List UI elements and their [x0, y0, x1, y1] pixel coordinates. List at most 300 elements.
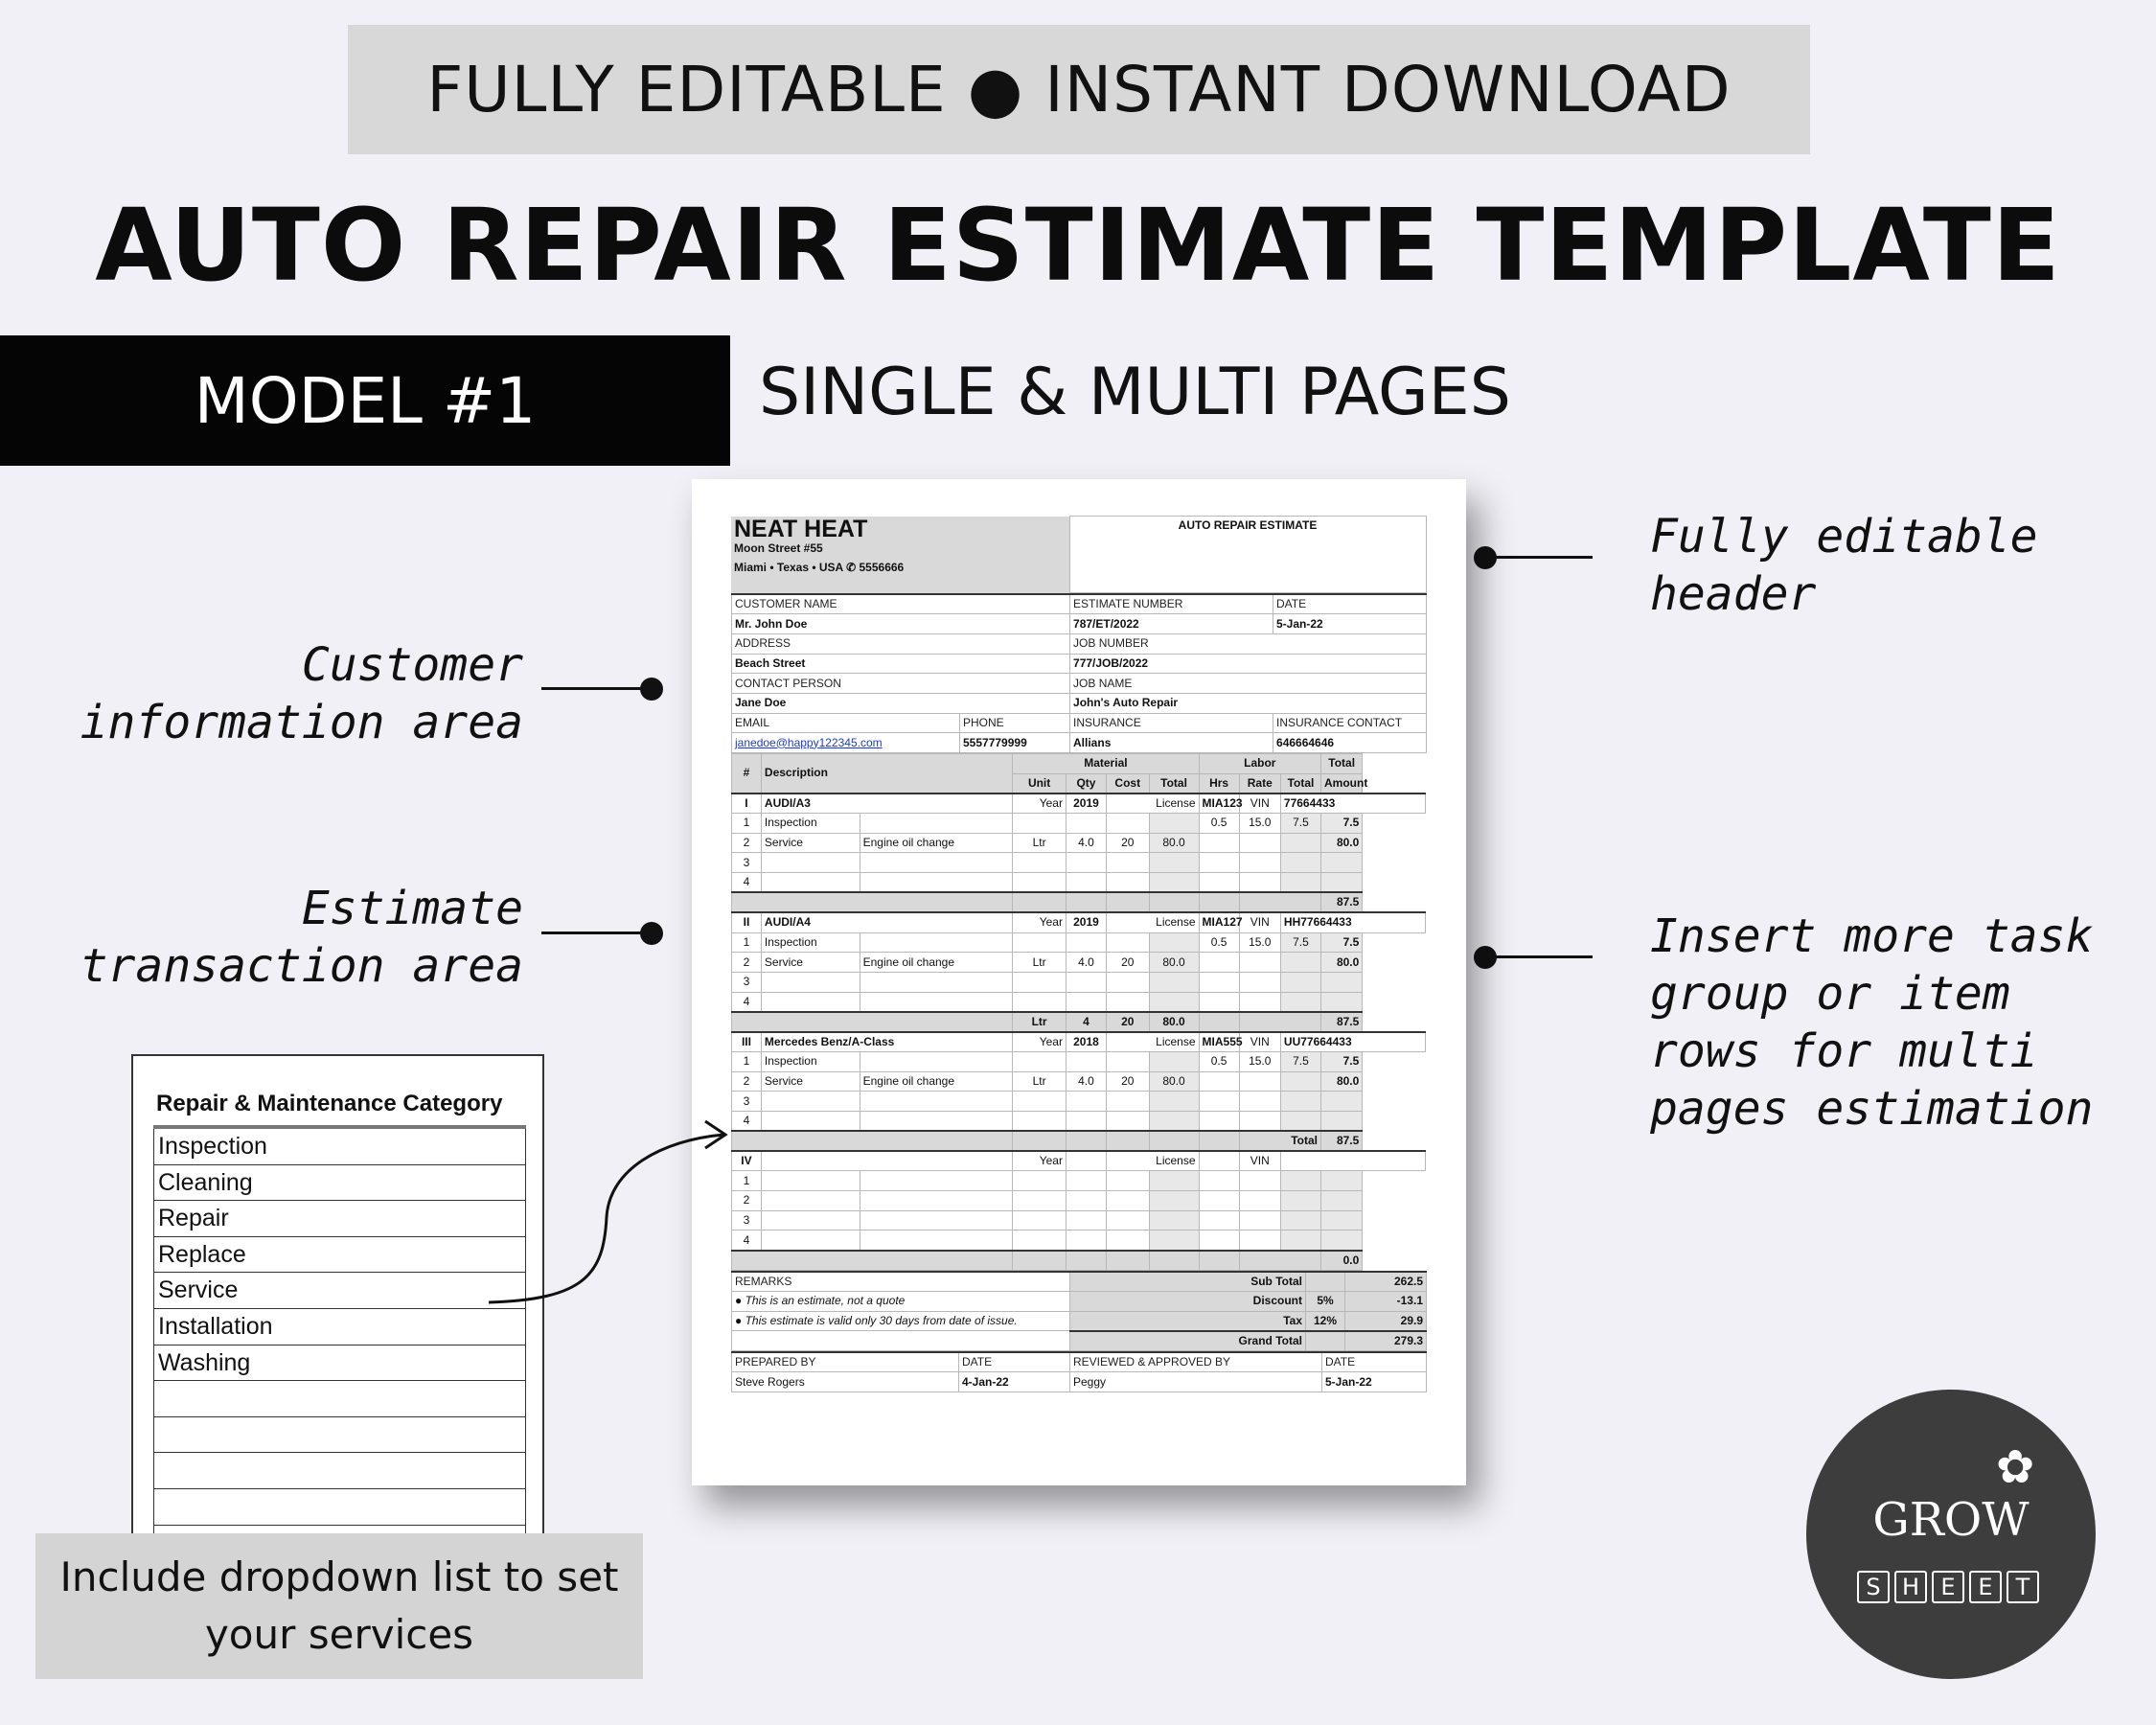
item-qty[interactable]: [1066, 1191, 1106, 1211]
item-cost[interactable]: [1107, 932, 1150, 953]
item-material-total: [1149, 1191, 1199, 1211]
group-summary-label: [1239, 1012, 1320, 1032]
item-unit[interactable]: [1013, 1191, 1067, 1211]
group-summary-spacer-2: [1199, 1012, 1239, 1032]
reviewed-date-value[interactable]: 5-Jan-22: [1322, 1372, 1427, 1392]
contact-person-value[interactable]: Jane Doe: [732, 693, 1070, 713]
item-row: [732, 992, 1426, 1012]
item-row: [732, 932, 1426, 953]
item-description[interactable]: [860, 1092, 1013, 1112]
item-description[interactable]: [860, 873, 1013, 893]
group-summary-unit: [1013, 1251, 1067, 1271]
category-option[interactable]: [153, 1417, 526, 1454]
item-labor-total: [1280, 1112, 1320, 1132]
item-category[interactable]: [761, 873, 860, 893]
item-unit[interactable]: Ltr: [1013, 1071, 1067, 1092]
item-rate[interactable]: [1239, 1112, 1280, 1132]
group-year-label: Year: [1013, 794, 1067, 814]
item-qty[interactable]: 4.0: [1066, 1071, 1106, 1092]
group-summary-total: 87.5: [1321, 1131, 1363, 1151]
item-description[interactable]: [860, 972, 1013, 992]
group-year-label: Year: [1013, 1151, 1067, 1171]
item-hrs[interactable]: [1199, 853, 1239, 873]
remark-2[interactable]: ● This estimate is valid only 30 days from date of issue.: [732, 1311, 1070, 1331]
estimate-items-table: [731, 753, 1426, 1271]
item-category[interactable]: [761, 1092, 860, 1112]
customer-info-table: [731, 593, 1427, 753]
header-annotation-line2: header: [1650, 567, 1817, 621]
item-number: 1: [732, 932, 762, 953]
contact-person-label: CONTACT PERSON: [732, 674, 1070, 694]
col-rate-header: Rate: [1239, 773, 1280, 794]
insurance-value[interactable]: Allians: [1070, 733, 1273, 753]
remarks-label: REMARKS: [732, 1272, 1070, 1292]
item-category[interactable]: Service: [761, 953, 860, 973]
item-category[interactable]: [761, 972, 860, 992]
group-year-value[interactable]: 2019: [1066, 912, 1106, 932]
group-vin-label: VIN: [1239, 1151, 1280, 1171]
group-summary-qty: [1066, 1251, 1106, 1271]
remark-3[interactable]: [732, 1331, 1070, 1351]
item-number: 3: [732, 853, 762, 873]
item-rate[interactable]: [1239, 833, 1280, 853]
item-hrs[interactable]: [1199, 1230, 1239, 1251]
group-year-label: Year: [1013, 1032, 1067, 1052]
item-amount: [1321, 992, 1363, 1012]
tax-percent[interactable]: 12%: [1306, 1311, 1345, 1331]
item-unit[interactable]: Ltr: [1013, 953, 1067, 973]
category-dropdown-list: [153, 1125, 526, 1561]
item-number: 4: [732, 873, 762, 893]
insert-annotation-line1: Insert more task: [1650, 909, 2094, 963]
group-license-value[interactable]: MIA127: [1199, 912, 1239, 932]
item-description[interactable]: Engine oil change: [860, 1071, 1013, 1092]
phone-label: PHONE: [960, 713, 1070, 733]
item-rate[interactable]: 15.0: [1239, 814, 1280, 834]
item-labor-total: [1280, 1210, 1320, 1230]
group-summary-label: [1239, 892, 1320, 912]
item-unit[interactable]: [1013, 992, 1067, 1012]
category-option[interactable]: Service: [153, 1273, 526, 1309]
group-summary-label: Total: [1239, 1131, 1320, 1151]
item-rate[interactable]: [1239, 853, 1280, 873]
item-description[interactable]: [860, 1051, 1013, 1071]
group-summary-cost: [1107, 892, 1150, 912]
item-row: [732, 1210, 1426, 1230]
item-cost[interactable]: 20: [1107, 1071, 1150, 1092]
item-rate[interactable]: [1239, 1092, 1280, 1112]
insurance-contact-label: INSURANCE CONTACT: [1273, 713, 1427, 733]
tax-value: 29.9: [1345, 1311, 1427, 1331]
item-unit[interactable]: [1013, 1210, 1067, 1230]
group-vin-value[interactable]: [1280, 1151, 1425, 1171]
group-license-value[interactable]: MIA555: [1199, 1032, 1239, 1052]
item-hrs[interactable]: 0.5: [1199, 814, 1239, 834]
item-rate[interactable]: [1239, 1210, 1280, 1230]
item-hrs[interactable]: [1199, 1171, 1239, 1191]
item-description[interactable]: [860, 814, 1013, 834]
item-category[interactable]: Inspection: [761, 1051, 860, 1071]
logo-letter: H: [1894, 1571, 1927, 1603]
item-qty[interactable]: [1066, 932, 1106, 953]
item-hrs[interactable]: [1199, 1112, 1239, 1132]
group-summary-cost: [1107, 1131, 1150, 1151]
group-summary-spacer-2: [1199, 1251, 1239, 1271]
estimate-footer-table: [731, 1271, 1427, 1351]
item-description[interactable]: [860, 1171, 1013, 1191]
item-qty[interactable]: [1066, 1112, 1106, 1132]
item-material-total: [1149, 932, 1199, 953]
item-row: [732, 953, 1426, 973]
subtotal-spacer: [1306, 1272, 1345, 1292]
estimate-annotation: [57, 880, 523, 995]
item-qty[interactable]: [1066, 992, 1106, 1012]
item-amount: 7.5: [1321, 932, 1363, 953]
email-label: EMAIL: [732, 713, 960, 733]
item-description[interactable]: Engine oil change: [860, 833, 1013, 853]
job-name-value[interactable]: John's Auto Repair: [1070, 693, 1427, 713]
item-cost[interactable]: 20: [1107, 833, 1150, 853]
date-label: DATE: [1273, 594, 1427, 614]
category-option[interactable]: [153, 1381, 526, 1417]
item-cost[interactable]: [1107, 1191, 1150, 1211]
item-labor-total: 7.5: [1280, 932, 1320, 953]
category-dropdown-title: Repair & Maintenance Category: [156, 1091, 503, 1116]
group-summary-spacer: [732, 892, 1013, 912]
item-cost[interactable]: [1107, 1171, 1150, 1191]
item-qty[interactable]: 4.0: [1066, 833, 1106, 853]
item-unit[interactable]: [1013, 1092, 1067, 1112]
subtotal-label: Sub Total: [1070, 1272, 1306, 1292]
item-number: 2: [732, 833, 762, 853]
item-rate[interactable]: [1239, 992, 1280, 1012]
group-vehicle[interactable]: Mercedes Benz/A-Class: [761, 1032, 1012, 1052]
item-row: [732, 1171, 1426, 1191]
date-value[interactable]: 5-Jan-22: [1273, 614, 1427, 634]
remark-1[interactable]: ● This is an estimate, not a quote: [732, 1292, 1070, 1312]
group-summary-material-total: [1149, 1131, 1199, 1151]
category-option[interactable]: Installation: [153, 1309, 526, 1346]
item-unit[interactable]: [1013, 932, 1067, 953]
col-material-total-header: Total: [1149, 773, 1199, 794]
category-option[interactable]: Repair: [153, 1201, 526, 1237]
item-hrs[interactable]: [1199, 1191, 1239, 1211]
item-cost[interactable]: [1107, 1230, 1150, 1251]
item-hrs[interactable]: [1199, 1071, 1239, 1092]
item-qty[interactable]: [1066, 1092, 1106, 1112]
item-category[interactable]: Service: [761, 833, 860, 853]
company-address-line2: Miami • Texas • USA ✆ 5556666: [734, 560, 905, 574]
group-license-value[interactable]: MIA123: [1199, 794, 1239, 814]
item-number: 4: [732, 992, 762, 1012]
group-summary-cost: [1107, 1251, 1150, 1271]
phone-value[interactable]: 5557779999: [960, 733, 1070, 753]
item-description[interactable]: [860, 932, 1013, 953]
group-summary-total: 0.0: [1321, 1251, 1363, 1271]
group-vehicle[interactable]: [761, 1151, 1012, 1171]
header-pointer-line: [1485, 556, 1593, 559]
item-cost[interactable]: [1107, 853, 1150, 873]
estimate-number-value[interactable]: 787/ET/2022: [1070, 614, 1273, 634]
logo-grow-text: GROW: [1872, 1493, 2030, 1547]
item-hrs[interactable]: [1199, 1092, 1239, 1112]
item-row: [732, 814, 1426, 834]
customer-name-label: CUSTOMER NAME: [732, 594, 1070, 614]
item-category[interactable]: Inspection: [761, 932, 860, 953]
item-rate[interactable]: [1239, 1230, 1280, 1251]
item-unit[interactable]: [1013, 873, 1067, 893]
item-category[interactable]: [761, 1230, 860, 1251]
group-summary-qty: [1066, 892, 1106, 912]
group-summary-row: [732, 1131, 1426, 1151]
category-option[interactable]: Replace: [153, 1237, 526, 1274]
item-cost[interactable]: [1107, 814, 1150, 834]
item-rate[interactable]: 15.0: [1239, 1051, 1280, 1071]
item-amount: 7.5: [1321, 814, 1363, 834]
item-category[interactable]: [761, 1210, 860, 1230]
item-qty[interactable]: 4.0: [1066, 953, 1106, 973]
item-unit[interactable]: [1013, 1171, 1067, 1191]
item-hrs[interactable]: 0.5: [1199, 1051, 1239, 1071]
item-labor-total: [1280, 873, 1320, 893]
item-material-total: [1149, 1092, 1199, 1112]
item-category[interactable]: [761, 853, 860, 873]
item-description[interactable]: [860, 1191, 1013, 1211]
category-option[interactable]: Inspection: [153, 1129, 526, 1165]
company-block: [731, 517, 1069, 593]
reviewed-by-label: REVIEWED & APPROVED BY: [1070, 1352, 1322, 1372]
item-unit[interactable]: [1013, 972, 1067, 992]
item-hrs[interactable]: [1199, 992, 1239, 1012]
item-unit[interactable]: [1013, 853, 1067, 873]
subtitle: SINGLE & MULTI PAGES: [759, 355, 1511, 430]
group-summary-material-total: 80.0: [1149, 1012, 1199, 1032]
group-header-row: [732, 1032, 1426, 1052]
category-option[interactable]: Washing: [153, 1346, 526, 1382]
group-summary-spacer: [732, 1131, 1013, 1151]
item-cost[interactable]: [1107, 992, 1150, 1012]
dropdown-caption-line2: your services: [204, 1611, 474, 1658]
discount-percent[interactable]: 5%: [1306, 1292, 1345, 1312]
item-material-total: [1149, 992, 1199, 1012]
item-category[interactable]: [761, 1171, 860, 1191]
item-number: 3: [732, 1092, 762, 1112]
item-row: [732, 1230, 1426, 1251]
item-number: 1: [732, 1051, 762, 1071]
reviewed-by-value[interactable]: Peggy: [1070, 1372, 1322, 1392]
item-cost[interactable]: [1107, 1112, 1150, 1132]
group-year-value[interactable]: 2019: [1066, 794, 1106, 814]
dropdown-arrow-curve: [489, 1135, 723, 1302]
group-vin-label: VIN: [1239, 1032, 1280, 1052]
item-unit[interactable]: [1013, 814, 1067, 834]
item-row: [732, 972, 1426, 992]
item-category[interactable]: [761, 1191, 860, 1211]
item-description[interactable]: [860, 853, 1013, 873]
item-rate[interactable]: [1239, 873, 1280, 893]
item-material-total: 80.0: [1149, 1071, 1199, 1092]
item-description[interactable]: [860, 992, 1013, 1012]
email-link[interactable]: janedoe@happy122345.com: [735, 735, 883, 749]
logo-letter: E: [1932, 1571, 1964, 1603]
grand-total-label: Grand Total: [1070, 1331, 1306, 1351]
item-rate[interactable]: [1239, 1071, 1280, 1092]
insert-pointer-dot: [1474, 946, 1497, 969]
job-number-value[interactable]: 777/JOB/2022: [1070, 654, 1427, 674]
group-license-label: License: [1107, 1151, 1200, 1171]
item-unit[interactable]: [1013, 1230, 1067, 1251]
item-description[interactable]: Engine oil change: [860, 953, 1013, 973]
item-rate[interactable]: [1239, 1191, 1280, 1211]
insurance-contact-value[interactable]: 646664646: [1273, 733, 1427, 753]
item-number: 2: [732, 1071, 762, 1092]
growsheet-logo: [1806, 1390, 2096, 1679]
item-hrs[interactable]: [1199, 1210, 1239, 1230]
item-qty[interactable]: [1066, 873, 1106, 893]
group-license-value[interactable]: [1199, 1151, 1239, 1171]
insurance-label: INSURANCE: [1070, 713, 1273, 733]
group-summary-unit: [1013, 892, 1067, 912]
prepared-by-value[interactable]: Steve Rogers: [732, 1372, 959, 1392]
item-amount: [1321, 853, 1363, 873]
dropdown-arrow: [479, 1112, 747, 1322]
item-hrs[interactable]: [1199, 873, 1239, 893]
group-vin-label: VIN: [1239, 794, 1280, 814]
estimate-annotation-line1: Estimate: [301, 882, 523, 935]
discount-label: Discount: [1070, 1292, 1306, 1312]
item-cost[interactable]: [1107, 972, 1150, 992]
item-hrs[interactable]: [1199, 953, 1239, 973]
item-qty[interactable]: [1066, 972, 1106, 992]
item-qty[interactable]: [1066, 1210, 1106, 1230]
item-amount: [1321, 1191, 1363, 1211]
company-name: NEAT HEAT: [734, 515, 868, 542]
item-hrs[interactable]: [1199, 833, 1239, 853]
item-qty[interactable]: [1066, 1051, 1106, 1071]
estimate-sheet-page: [692, 479, 1466, 1485]
address-value[interactable]: Beach Street: [732, 654, 1070, 674]
item-qty[interactable]: [1066, 814, 1106, 834]
signoff-table: [731, 1351, 1427, 1392]
col-labor-header: Labor: [1199, 754, 1320, 774]
customer-name-value[interactable]: Mr. John Doe: [732, 614, 1070, 634]
dropdown-caption-line1: Include dropdown list to set: [59, 1553, 619, 1600]
customer-annotation: [57, 636, 523, 751]
item-category[interactable]: Service: [761, 1071, 860, 1092]
item-cost[interactable]: [1107, 1092, 1150, 1112]
tax-label: Tax: [1070, 1311, 1306, 1331]
item-qty[interactable]: [1066, 853, 1106, 873]
customer-pointer-dot: [640, 678, 663, 701]
item-unit[interactable]: [1013, 1051, 1067, 1071]
item-material-total: [1149, 873, 1199, 893]
category-option[interactable]: [153, 1489, 526, 1526]
item-row: [732, 1051, 1426, 1071]
model-badge: MODEL #1: [0, 335, 730, 466]
item-material-total: [1149, 853, 1199, 873]
item-qty[interactable]: [1066, 1171, 1106, 1191]
group-vehicle[interactable]: AUDI/A3: [761, 794, 1012, 814]
item-rate[interactable]: [1239, 972, 1280, 992]
group-header-row: [732, 794, 1426, 814]
item-number: 3: [732, 972, 762, 992]
item-labor-total: [1280, 992, 1320, 1012]
logo-letter: S: [1857, 1571, 1890, 1603]
col-total-header: Total: [1321, 754, 1363, 774]
group-year-value[interactable]: [1066, 1151, 1106, 1171]
customer-annotation-line2: information area: [80, 696, 523, 749]
item-row: [732, 853, 1426, 873]
item-rate[interactable]: 15.0: [1239, 932, 1280, 953]
item-labor-total: [1280, 953, 1320, 973]
item-description[interactable]: [860, 1230, 1013, 1251]
item-rate[interactable]: [1239, 1171, 1280, 1191]
item-number: 1: [732, 814, 762, 834]
item-cost[interactable]: [1107, 1210, 1150, 1230]
item-qty[interactable]: [1066, 1230, 1106, 1251]
item-labor-total: 7.5: [1280, 814, 1320, 834]
item-rate[interactable]: [1239, 953, 1280, 973]
item-amount: 80.0: [1321, 1071, 1363, 1092]
item-number: 4: [732, 1112, 762, 1132]
item-material-total: [1149, 972, 1199, 992]
group-vin-value[interactable]: 77664433: [1280, 794, 1425, 814]
insert-annotation-line4: pages estimation: [1650, 1082, 2094, 1136]
item-description[interactable]: [860, 1112, 1013, 1132]
item-unit[interactable]: Ltr: [1013, 833, 1067, 853]
item-description[interactable]: [860, 1210, 1013, 1230]
group-vin-value[interactable]: HH77664433: [1280, 912, 1425, 932]
item-amount: 80.0: [1321, 953, 1363, 973]
item-material-total: [1149, 814, 1199, 834]
category-option[interactable]: [153, 1453, 526, 1489]
group-license-label: License: [1107, 794, 1200, 814]
company-address-line1: Moon Street #55: [734, 540, 823, 555]
group-license-label: License: [1107, 1032, 1200, 1052]
group-vin-value[interactable]: UU77664433: [1280, 1032, 1425, 1052]
group-header-row: [732, 912, 1426, 932]
category-option[interactable]: Cleaning: [153, 1165, 526, 1202]
estimate-items-body: [732, 794, 1426, 1270]
item-category[interactable]: [761, 1112, 860, 1132]
item-unit[interactable]: [1013, 1112, 1067, 1132]
group-summary-material-total: [1149, 892, 1199, 912]
item-row: [732, 1112, 1426, 1132]
item-cost[interactable]: [1107, 1051, 1150, 1071]
item-labor-total: [1280, 853, 1320, 873]
item-hrs[interactable]: [1199, 972, 1239, 992]
insert-annotation-line2: group or item: [1650, 967, 2010, 1021]
item-labor-total: [1280, 1171, 1320, 1191]
logo-sheet-text: [1857, 1571, 2039, 1603]
item-hrs[interactable]: 0.5: [1199, 932, 1239, 953]
group-number: II: [732, 912, 762, 932]
group-summary-row: [732, 1251, 1426, 1271]
prepared-date-value[interactable]: 4-Jan-22: [959, 1372, 1070, 1392]
email-value[interactable]: [732, 733, 960, 753]
group-summary-label: [1239, 1251, 1320, 1271]
item-cost[interactable]: 20: [1107, 953, 1150, 973]
group-year-value[interactable]: 2018: [1066, 1032, 1106, 1052]
header-annotation-line1: Fully editable: [1650, 510, 2038, 564]
item-amount: [1321, 1112, 1363, 1132]
item-cost[interactable]: [1107, 873, 1150, 893]
group-vehicle[interactable]: AUDI/A4: [761, 912, 1012, 932]
col-material-header: Material: [1013, 754, 1199, 774]
item-category[interactable]: Inspection: [761, 814, 860, 834]
item-category[interactable]: [761, 992, 860, 1012]
item-material-total: 80.0: [1149, 833, 1199, 853]
